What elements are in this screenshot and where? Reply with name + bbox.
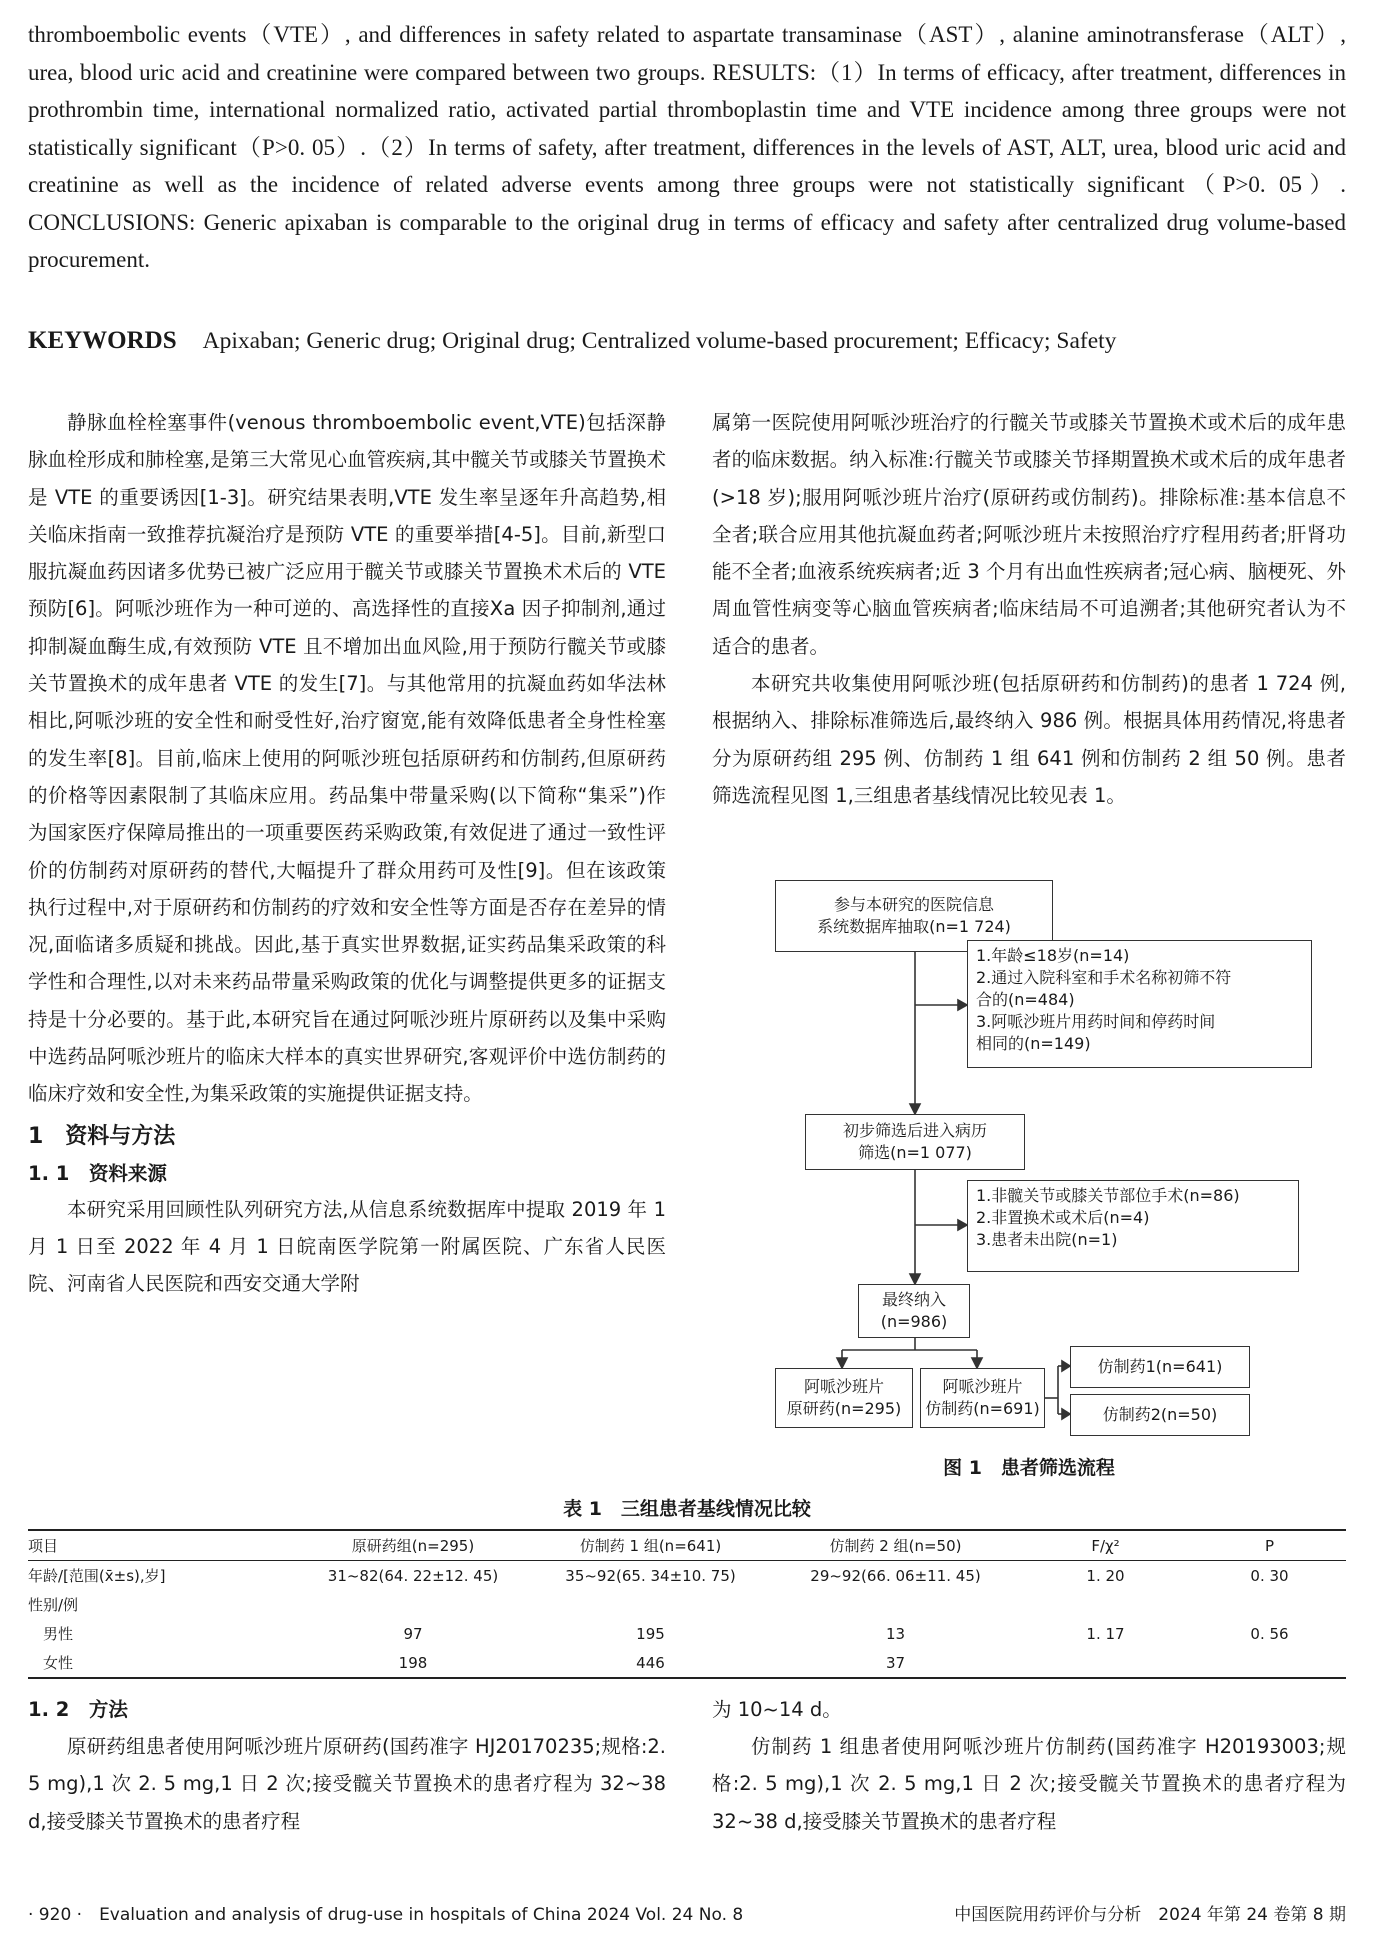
table-row: [28, 1590, 1346, 1619]
exclusion-line: 2.非置换术或术后(n=4): [976, 1208, 1150, 1227]
baseline-table: [28, 1529, 1346, 1679]
flowchart: [770, 880, 1330, 1440]
exclusion-line: 1.非髋关节或膝关节部位手术(n=86): [976, 1186, 1240, 1205]
table-header-row: [28, 1530, 1346, 1561]
table-cell: 198: [298, 1648, 528, 1678]
exclusion-line: 合的(n=484): [976, 990, 1075, 1009]
criteria-paragraph: 属第一医院使用阿哌沙班治疗的行髋关节或膝关节置换术或术后的成年患者的临床数据。纳入标准:行髋关节或膝关节择期置换术或术后的成年患者(>18 岁);服用阿哌沙班片治疗(原研药或仿制药)。排除标准:基本信息不全者;联合应用其他抗凝血药者;阿哌沙班片未按照治疗疗程用药者;肝肾功能不全者;血液系统疾病者;近 3 个月有出血性疾病者;冠心病、脑梗死、外周血管性病变等心脑血管疾病者;临床结局不可追溯者;其他研究者认为不适合的患者。: [712, 411, 1346, 658]
table-cell: 1. 17: [1086, 1624, 1125, 1643]
table-row: [28, 1561, 1346, 1591]
table-header-cell: 项目: [28, 1530, 298, 1561]
method-paragraph: 原研药组患者使用阿哌沙班片原研药(国药准字 HJ20170235;规格:2. 5 mg),1 次 2. 5 mg,1 日 2 次;接受髋关节置换术的患者疗程为 32~38 d,接受膝关节置换术的患者疗程: [28, 1735, 666, 1833]
table-cell: 37: [773, 1648, 1018, 1678]
table-header-cell: F/χ²: [1018, 1530, 1193, 1561]
bottom-right-column: [712, 1692, 1346, 1840]
intro-paragraph: 静脉血栓栓塞事件(venous thromboembolic event,VTE)包括深静脉血栓形成和肺栓塞,是第三大常见心血管疾病,其中髋关节或膝关节置换术是 VTE 的重要诱因[1-3]。研究结果表明,VTE 发生率呈逐年升高趋势,相关临床指南一致推荐抗凝治疗是预防 VTE 的重要举措[4-5]。目前,新型口服抗凝血药因诸多优势已被广泛应用于髋关节或膝关节置换术术后的 VTE 预防[6]。阿哌沙班作为一种可逆的、高选择性的直接Ⅹa 因子抑制剂,通过抑制凝血酶生成,有效预防 VTE 且不增加出血风险,用于预防行髋关节或膝关节置换术的成年患者 VTE 的发生[7]。与其他常用的抗凝血药如华法林相比,阿哌沙班的安全性和耐受性好,治疗窗宽,能有效降低患者全身性栓塞的发生率[8]。目前,临床上使用的阿哌沙班包括原研药和仿制药,但原研药的价格等因素限制了其临床应用。药品集中带量采购(以下简称“集采”)作为国家医疗保障局推出的一项重要医药采购政策,有效促进了通过一致性评价的仿制药对原研药的替代,大幅提升了群众用药可及性[9]。但在该政策执行过程中,对于原研药和仿制药的疗效和安全性等方面是否存在差异的情况,面临诸多质疑和挑战。因此,基于真实世界数据,证实药品集采政策的科学性和合理性,以对未来药品带量采购政策的优化与调整提供更多的证据支持是十分必要的。基于此,本研究旨在通过阿哌沙班片原研药以及集中采购中选药品阿哌沙班片的临床大样本的真实世界研究,客观评价中选仿制药的临床疗效和安全性,为集采政策的实施提供证据支持。: [28, 411, 666, 1106]
table-row: [28, 1648, 1346, 1678]
table-cell: 97: [403, 1624, 423, 1643]
table-cell: 0. 30: [1250, 1566, 1289, 1585]
table-cell: 195: [636, 1624, 665, 1643]
table-cell: 31~82(64. 22±12. 45): [327, 1566, 499, 1585]
table-cell: [528, 1590, 773, 1619]
generic-1-box: [1070, 1346, 1250, 1388]
table-header-cell: 原研药组(n=295): [298, 1530, 528, 1561]
table-cell: 年龄/[范围(x̄±s),岁]: [28, 1567, 166, 1585]
original-drug-box: [775, 1368, 913, 1428]
footer-right: 中国医院用药评价与分析 2024 年第 24 卷第 8 期: [954, 1905, 1346, 1925]
right-column: [712, 404, 1346, 814]
generic-2-label: 仿制药2(n=50): [1102, 1405, 1218, 1424]
exclusion-line: 3.患者未出院(n=1): [976, 1230, 1118, 1249]
database-box-line: 参与本研究的医院信息: [833, 895, 994, 914]
section-heading: 1 资料与方法: [28, 1123, 176, 1149]
exclusion-line: 相同的(n=149): [976, 1034, 1091, 1053]
table-cell: 性别/例: [28, 1596, 79, 1614]
table-header-cell: 仿制药 2 组(n=50): [773, 1530, 1018, 1561]
database-box-line: 系统数据库抽取(n=1 724): [817, 917, 1011, 936]
generic-method-paragraph: 仿制药 1 组患者使用阿哌沙班片仿制药(国药准字 H20193003;规格:2. 5 mg),1 次 2. 5 mg,1 日 2 次;接受髋关节置换术的患者疗程为 32~38 d,接受膝关节置换术的患者疗程: [712, 1735, 1346, 1833]
screening-box-line: 初步筛选后进入病历: [842, 1121, 987, 1140]
table-cell: 0. 56: [1250, 1624, 1289, 1643]
subsection-heading: 1. 1 资料来源: [28, 1161, 167, 1185]
final-box-line: (n=986): [880, 1312, 948, 1331]
table-cell: 13: [885, 1624, 906, 1643]
footer-left: · 920 · Evaluation and analysis of drug-use in hospitals of China 2024 Vol. 24 No. 8: [28, 1905, 744, 1925]
table-cell: [1193, 1648, 1346, 1678]
table-cell: [773, 1590, 1018, 1619]
generic-drug-line: 仿制药(n=691): [925, 1399, 1040, 1418]
table-cell: 35~92(65. 34±10. 75): [565, 1566, 736, 1585]
method-heading: 1. 2 方法: [28, 1698, 128, 1721]
left-column: [28, 404, 666, 1303]
table-cell: 女性: [28, 1648, 298, 1678]
exclusion-line: 1.年龄≤18岁(n=14): [976, 946, 1130, 965]
figure-caption: 图 1 患者筛选流程: [943, 1457, 1115, 1479]
original-drug-line: 原研药(n=295): [786, 1399, 902, 1418]
table-title: 表 1 三组患者基线情况比较: [563, 1498, 811, 1520]
table-cell: [298, 1590, 528, 1619]
sample-paragraph: 本研究共收集使用阿哌沙班(包括原研药和仿制药)的患者 1 724 例,根据纳入、排除标准筛选后,最终纳入 986 例。根据具体用药情况,将患者分为原研药组 295 例、仿制药 1 组 641 例和仿制药 2 组 50 例。患者筛选流程见图 1,三组患者基线情况比较见表 1。: [712, 672, 1346, 807]
table-cell: 446: [528, 1648, 773, 1678]
table-cell: [1018, 1648, 1193, 1678]
keywords-text: Apixaban; Generic drug; Original drug; Centralized volume-based procurement; Efficacy; Safety: [202, 328, 1117, 354]
keywords-label: KEYWORDS: [28, 327, 177, 354]
table-cell: 男性: [28, 1625, 74, 1643]
exclusion-box-2: [967, 1180, 1299, 1272]
generic-1-label: 仿制药1(n=641): [1097, 1357, 1223, 1376]
exclusion-line: 2.通过入院科室和手术名称初筛不符: [976, 968, 1232, 987]
table-cell: 1. 20: [1086, 1566, 1125, 1585]
exclusion-box-1: [967, 940, 1312, 1068]
table-cell: 29~92(66. 06±11. 45): [810, 1566, 981, 1585]
method-continuation: 为 10~14 d。: [712, 1698, 842, 1721]
generic-2-box: [1070, 1394, 1250, 1436]
abstract-text: thromboembolic events（VTE）, and differences in safety related to aspartate transaminase（AST）, alanine aminotransferase（ALT）, urea, blood uric acid and creatinine were compared between two groups. RESULTS:（1）In terms of efficacy, after treatment, differences in prothrombin time, international normalized ratio, activated partial thromboplastin time and VTE incidence among three groups were not statistically significant（P>0. 05）.（2）In terms of safety, after treatment, differences in the levels of AST, ALT, urea, blood uric acid and creatinine as well as the incidence of related adverse events among three groups were not statistically significant（P>0. 05）. CONCLUSIONS: Generic apixaban is comparable to the original drug in terms of efficacy and safety after centralized drug volume-based procurement.: [28, 22, 1346, 272]
table-header-cell: P: [1193, 1530, 1346, 1561]
table-cell: [1193, 1590, 1346, 1619]
generic-drug-box: [920, 1368, 1045, 1428]
original-drug-line: 阿哌沙班片: [803, 1377, 884, 1396]
keywords-line: [28, 323, 1346, 359]
data-source-paragraph: 本研究采用回顾性队列研究方法,从信息系统数据库中提取 2019 年 1 月 1 日至 2022 年 4 月 1 日皖南医学院第一附属医院、广东省人民医院、河南省人民医院和西安交通大学附: [28, 1197, 666, 1296]
generic-drug-line: 阿哌沙班片: [942, 1377, 1023, 1396]
final-box-line: 最终纳入: [881, 1290, 946, 1309]
final-box: [858, 1284, 970, 1338]
screening-box-line: 筛选(n=1 077): [858, 1143, 972, 1162]
table-row: [28, 1619, 1346, 1648]
exclusion-line: 3.阿哌沙班片用药时间和停药时间: [976, 1012, 1216, 1031]
table-cell: [1018, 1590, 1193, 1619]
screening-box: [805, 1114, 1025, 1170]
bottom-left-column: [28, 1692, 666, 1840]
table-header-cell: 仿制药 1 组(n=641): [528, 1530, 773, 1561]
